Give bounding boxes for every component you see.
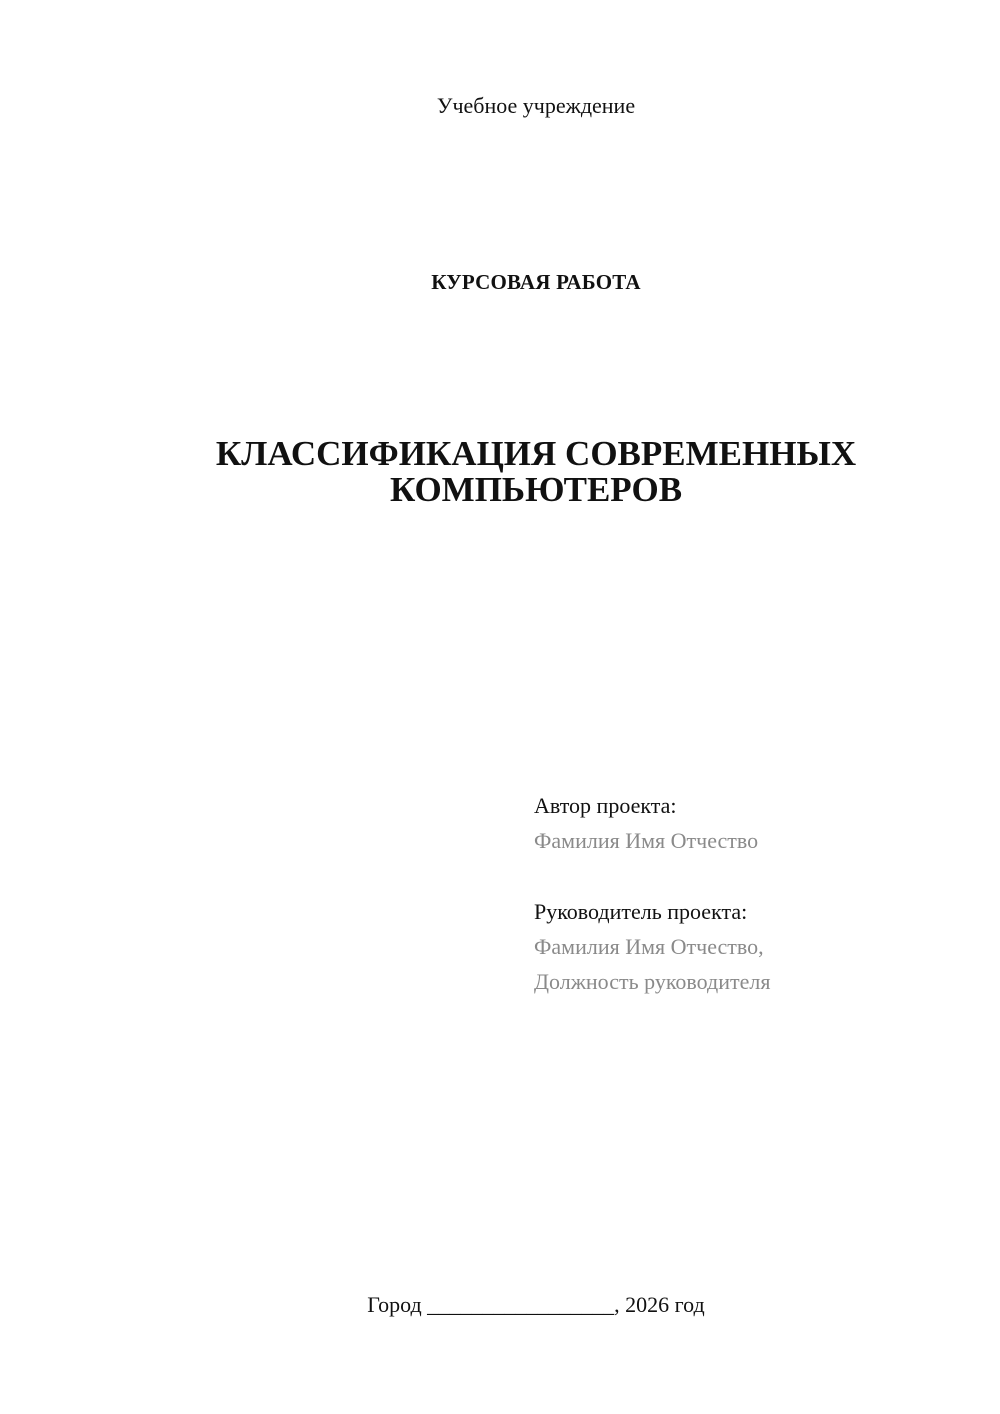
author-label: Автор проекта: [534,793,677,818]
project-info-block [534,788,954,999]
supervisor-position: Должность руководителя [534,969,771,994]
document-title [0,436,1000,508]
author-name: Фамилия Имя Отчество [534,828,759,853]
info-spacer [534,858,954,894]
institution-name: Учебное учреждение [436,93,636,118]
city-year-line: Город _________________, 2026 год [367,1292,705,1317]
document-type: КУРСОВАЯ РАБОТА [431,270,641,294]
supervisor-name: Фамилия Имя Отчество, [534,934,764,959]
document-title-line-1: КЛАССИФИКАЦИЯ СОВРЕМЕННЫХ [215,434,857,473]
supervisor-label: Руководитель проекта: [534,899,748,924]
document-title-line-2: КОМПЬЮТЕРОВ [389,470,683,509]
